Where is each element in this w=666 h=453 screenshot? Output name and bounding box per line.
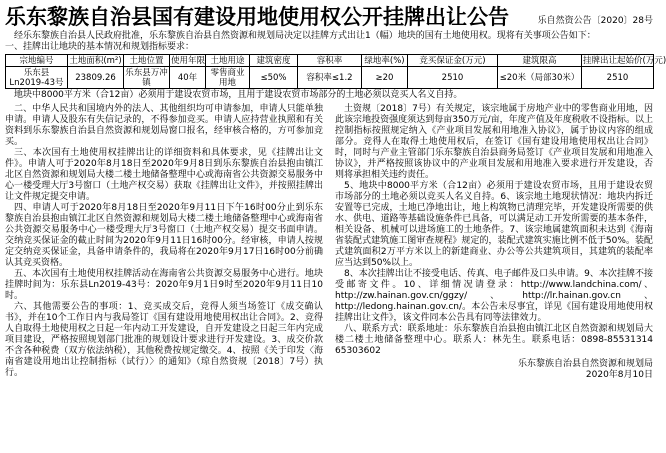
table-header-cell: 挂牌出让起始价(万元) xyxy=(583,55,666,66)
table-header-cell: 建筑限高 xyxy=(498,55,582,67)
table-cell: ≤20米（局部30米） xyxy=(498,67,582,89)
table-cell: ≥20 xyxy=(362,67,408,89)
land-parcel-table xyxy=(5,54,666,89)
section-1-heading: 一、挂牌出让地块的基本情况和规划指标要求： xyxy=(5,42,195,52)
table-cell: 乐东县万冲镇 xyxy=(125,67,168,88)
table-header-cell: 容积率 xyxy=(298,55,362,67)
body-paragraph: 六、其他需要公告的事项：1、竞买成交后，竞得人须当场签订《成交确认书》，并在10个工作日内与我局签订《国有建设用地使用权出让合同》。2、竞得人自取得土地使用权之日起一年内动工开发建设，自开发建设之日起三年内完成项目建设，严格按照规划部门批准的规划设计要求进行开发建设。3、成交价款不含各种税费（双方依法纳税），其他税费按规定缴交。4、按照《关于印发〈海南省建设用地出让控制指标（试行）〉的通知》（琼自然资规〔2018〕7号）执行。 xyxy=(5,302,323,378)
body-paragraph: 五、本次国有土地使用权挂牌活动在海南省公共资源交易服务中心进行。地块挂牌时间为：乐东县Ln2019-43号：2020年9月1日9时至2020年9月11日10时。 xyxy=(5,269,323,301)
table-cell: 40年 xyxy=(170,67,206,89)
body-paragraph: 土资规〔2018〕7号）有关规定，该宗地属于房地产业中的零售商业用地，因此该宗地投资强度须达到每亩350万元/亩，年度产值及年度税收不设指标。以上控制指标按照规定纳入《产业项目发展和用地准入协议》，属于协议内容的组成部分。竞得人在取得土地使用权后，在签订《国有建设用地使用权出让合同》时，同时与产业主管部门乐东黎族自治县商务局签订《产业项目发展和用地准入协议》，并严格按照该协议中的产业项目发展和用地准入要求进行开发建设，否则将承担相关违约责任。 xyxy=(335,104,653,180)
table-header-cell: 建筑密度 xyxy=(250,55,298,67)
table-header-row xyxy=(6,55,654,67)
table-header-cell: 土地用途 xyxy=(206,55,250,67)
header xyxy=(5,3,653,29)
table-cell: ≤50% xyxy=(250,67,298,89)
table-header-cell: 使用年限 xyxy=(171,55,206,66)
table-cell: 零售商业用地 xyxy=(206,67,250,89)
body-columns xyxy=(5,104,653,381)
table-cell: 乐东县Ln2019-43号 xyxy=(6,67,68,89)
table-header-cell: 宗地编号 xyxy=(6,55,68,67)
body-paragraph: 8、本次挂牌出让不接受电话、传真、电子邮件及口头申请。9、本次挂牌不接受邮寄文件。10、详细情况请登录：http://www.landchina.com/、http://zw.hainan.gov.cn/ggzy/、http://lr.hainan.gov.cn、http://ledong.hainan.gov.cn/。本公告未尽事宜，详见《国有建设用地使用权挂牌出让文件》，该文件同本公告具有同等法律效力。 xyxy=(335,269,653,323)
issue-date: 2020年8月10日 xyxy=(585,370,653,380)
table-header-cell: 绿地率(%) xyxy=(362,55,408,67)
table-row xyxy=(6,67,654,89)
body-paragraph: 5、地块中8000平方米（合12亩）必须用于建设农贸市场，且用于建设农贸市场部分的土地必须以竞买人名义自持。6、该宗地土地现状情况：地块内拆迁安置等已完成，土地已净地出让，地上构筑物已清理完毕，开发建设所需要的供水、供电、道路等基础设施条件已具备，可以满足动工开发所需要的基本条件，相关设备、机械可以进场施工的土地条件。7、该宗地属建筑面积未达到《海南省装配式建筑施工图审查规程》规定的，装配式建筑实施比例不低于50%。装配式建筑面积2万平方米以上的新建商业、办公等公共建筑项目，其建筑的装配率应当达到50%以上。 xyxy=(335,181,653,268)
issuing-authority: 乐东黎族自治县自然资源和规划局 xyxy=(517,359,653,369)
body-paragraph: 四、申请人可于2020年8月18日至2020年9月11日下午16时00分止到乐东黎族自治县抱由镇江北区自然资源和规划局大楼二楼土地储备整理中心或海南省公共资源交易服务中心一楼受理大厅3号窗口（土地产权交易）提交书面申请。交纳竞买保证金的截止时间为2020年9月11日16时00分。经审核，申请人按规定交纳竞买保证金，具备申请条件的，我局将在2020年9月17日16时00分前确认其竞买资格。 xyxy=(5,203,323,268)
left-column xyxy=(5,104,323,381)
document-number: 乐自然资公告〔2020〕28号 xyxy=(537,16,653,26)
table-cell: 容积率≤1.2 xyxy=(298,67,362,89)
intro-paragraph: 经乐东黎族自治县人民政府批准，乐东黎族自治县自然资源和规划局决定以挂牌方式出让1（幅）地块的国有土地使用权。现将有关事项公告如下： xyxy=(14,31,596,41)
table-cell: 23809.26 xyxy=(68,67,124,89)
table-header-cell: 土地位置 xyxy=(124,55,170,67)
body-paragraph: 三、本次国有土地使用权挂牌出让的详细资料和具体要求，见《挂牌出让文件》。申请人可于2020年8月18日至2020年9月8日到乐东黎族自治县抱由镇江北区自然资源和规划局大楼二楼土地储备整理中心或海南省公共资源交易服务中心一楼受理大厅3号窗口（土地产权交易）获取《挂牌出让文件》，并按照挂牌出让文件规定提交申请。 xyxy=(5,148,323,202)
signature-block xyxy=(335,359,653,381)
table-cell: 2510 xyxy=(582,67,654,89)
right-column xyxy=(335,104,653,381)
table-cell: 2510 xyxy=(408,67,498,89)
table-note: 地块中8000平方米（合12亩）必须用于建设农贸市场，且用于建设农贸市场部分的土地必须以竞买人名义自持。 xyxy=(14,90,463,100)
table-header-cell: 土地面积(m²) xyxy=(69,55,122,66)
table-header-cell: 竞买保证金(万元) xyxy=(408,55,498,67)
body-paragraph: 八、联系方式：联系地址：乐东黎族自治县抱由镇江北区自然资源和规划局大楼二楼土地储备整理中心。联系人：林先生。联系电话：0898-85531314 65303602 xyxy=(335,324,653,356)
body-paragraph: 二、中华人民共和国境内外的法人、其他组织均可申请参加，申请人只能单独申请。申请人及股东有失信记录的，不得参加竞买。申请人应持营业执照和有关资料到乐东黎族自治县自然资源和规划局窗口报名，经审核合格的，方可参加竞买。 xyxy=(5,104,323,147)
announcement-title: 乐东黎族自治县国有建设用地使用权公开挂牌出让公告 xyxy=(5,5,509,29)
